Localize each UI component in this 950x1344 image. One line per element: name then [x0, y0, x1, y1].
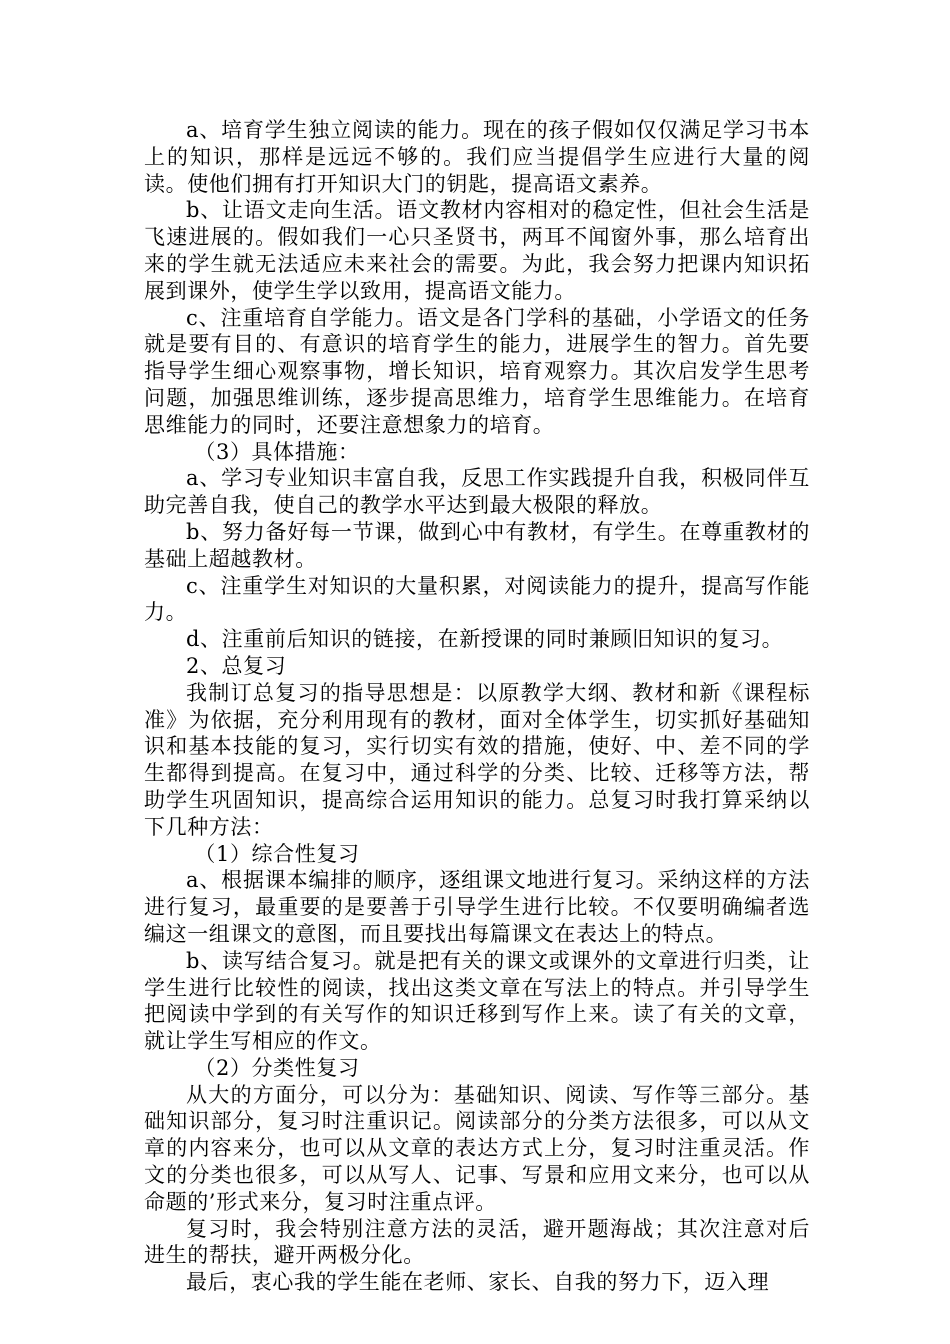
paragraph-review-guideline: 我制订总复习的指导思想是：以原教学大纲、教材和新《课程标准》为依据，充分利用现有的教材，面对全体学生，切实抓好基础知识和基本技能的复习，实行切实有效的措施，使好、中、差不同的学生都得到提高。在复习中，通过科学的分类、比较、迁移等方法，帮助学生巩固知识，提高综合运用知识的能力。总复习时我打算采纳以下几种方法： [144, 680, 810, 839]
document-page [144, 117, 810, 1296]
paragraph-cultivate-reading: a、培育学生独立阅读的能力。现在的孩子假如仅仅满足学习书本上的知识，那样是远远不够的。我们应当提倡学生应进行大量的阅读。使他们拥有打开知识大门的钥匙，提高语文素养。 [144, 118, 810, 196]
heading-specific-measures: （3）具体措施： [194, 439, 360, 464]
paragraph-language-to-life: b、让语文走向生活。语文教材内容相对的稳定性，但社会生活是飞速进展的。假如我们一心只圣贤书，两耳不闻窗外事，那么培育出来的学生就无法适应未来社会的需要。为此，我会努力把课内知识拓展到课外，使学生学以致用，提高语文能力。 [144, 198, 810, 303]
heading-general-review: 2、总复习 [186, 653, 287, 678]
paragraph-review-b: b、读写结合复习。就是把有关的课文或课外的文章进行归类，让学生进行比较性的阅读，找出这类文章在写法上的特点。并引导学生把阅读中学到的有关写作的知识迁移到写作上来。读了有关的文章，就让学生写相应的作文。 [144, 948, 810, 1054]
heading-comprehensive-review: （1）综合性复习 [194, 841, 360, 866]
paragraph-self-study: c、注重培育自学能力。语文是各门学科的基础，小学语文的任务就是要有目的、有意识的培育学生的能力，进展学生的智力。首先要指导学生细心观察事物，增长知识，培育观察力。其次启发学生思考问题，加强思维训练，逐步提高思维力，培育学生思维能力。在培育思维能力的同时，还要注意想象力的培育。 [144, 305, 810, 437]
paragraph-measure-c: c、注重学生对知识的大量积累，对阅读能力的提升，提高写作能力。 [144, 573, 810, 625]
paragraph-measure-a: a、学习专业知识丰富自我，反思工作实践提升自我，积极同伴互助完善自我，使自己的教学水平达到最大极限的释放。 [144, 466, 810, 518]
paragraph-review-methods: 复习时，我会特别注意方法的灵活，避开题海战；其次注意对后进生的帮扶，避开两极分化。 [144, 1216, 810, 1268]
paragraph-category-details: 从大的方面分，可以分为：基础知识、阅读、写作等三部分。基础知识部分，复习时注重识记。阅读部分的分类方法很多，可以从文章的内容来分，也可以从文章的表达方式上分，复习时注重灵活。作文的分类也很多，可以从写人、记事、写景和应用文来分，也可以从命题的’形式来分，复习时注重点评。 [144, 1082, 810, 1214]
paragraph-closing: 最后，衷心我的学生能在老师、家长、自我的努力下，迈入理 [186, 1270, 770, 1295]
heading-category-review: （2）分类性复习 [194, 1055, 360, 1080]
paragraph-measure-d: d、注重前后知识的链接，在新授课的同时兼顾旧知识的复习。 [186, 627, 784, 652]
paragraph-measure-b: b、努力备好每一节课，做到心中有教材，有学生。在尊重教材的基础上超越教材。 [144, 519, 810, 571]
paragraph-review-a: a、根据课本编排的顺序，逐组课文地进行复习。采纳这样的方法进行复习，最重要的是要善于引导学生进行比较。不仅要明确编者选编这一组课文的意图，而且要找出每篇课文在表达上的特点。 [144, 868, 810, 946]
